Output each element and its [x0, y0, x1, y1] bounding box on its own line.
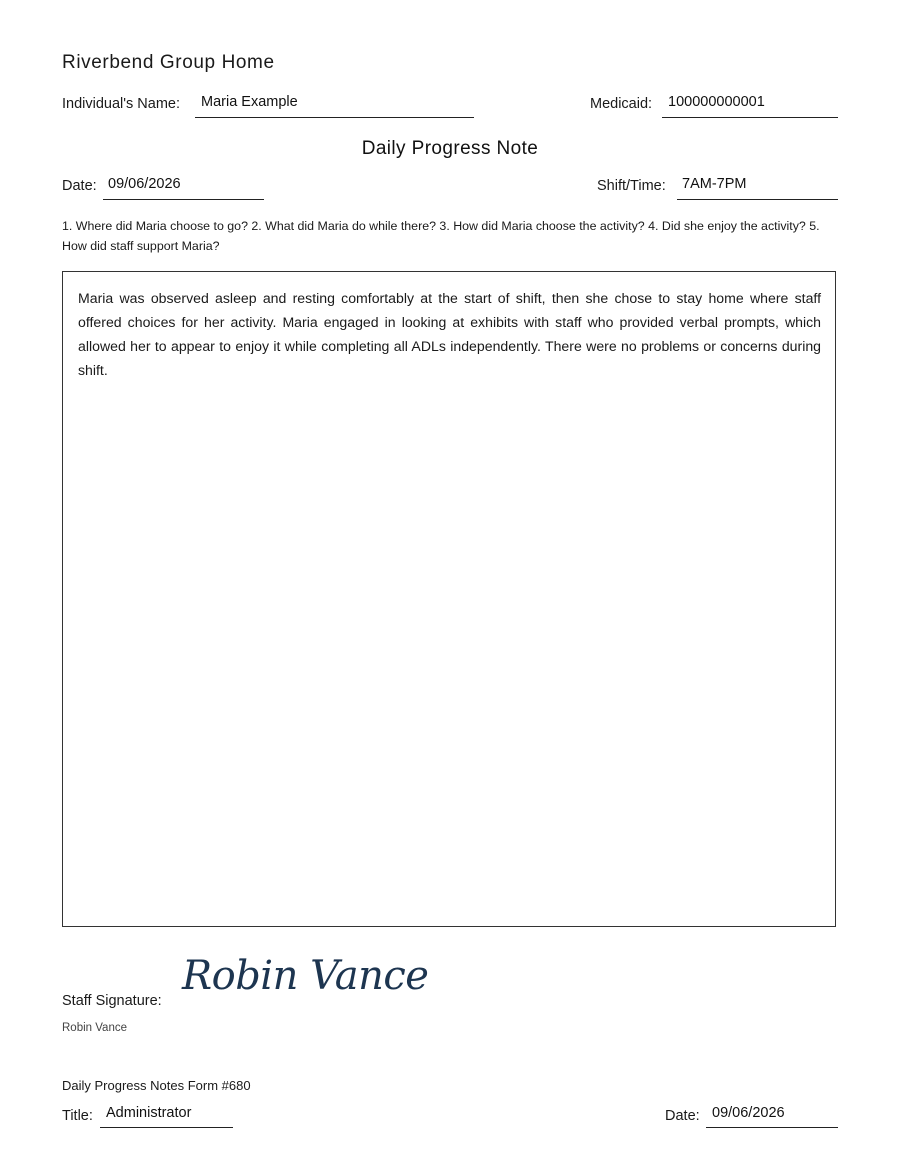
form-number: Daily Progress Notes Form #680 — [62, 1078, 251, 1093]
medicaid-label: Medicaid: — [590, 96, 653, 112]
staff-signature: Robin Vance — [182, 953, 429, 999]
progress-note-text: Maria was observed asleep and resting comfortably at the start of shift, then she chose to stay home where staff offered choices for her activity. Maria engaged in looking at exhibits with staff who provided verbal prompts, which allowed her to appear to enjoy it while completing all ADLs independently. There were no problems or concerns during shift. — [78, 290, 821, 378]
form-title: Daily Progress Note — [361, 138, 539, 159]
staff-title-value: Administrator — [106, 1105, 192, 1121]
shift-value: 7AM-7PM — [682, 176, 747, 192]
staff-signature-label: Staff Signature: — [62, 993, 162, 1009]
progress-note-box — [62, 271, 836, 927]
date-underline — [103, 199, 264, 200]
individual-name-underline — [195, 117, 474, 118]
medicaid-value: 100000000001 — [668, 94, 765, 110]
shift-label: Shift/Time: — [597, 178, 666, 194]
guiding-questions: 1. Where did Maria choose to go? 2. What did Maria do while there? 3. How did Maria choose the activity? 4. Did she enjoy the activity? 5. How did staff support Maria? — [62, 219, 820, 253]
printed-staff-name: Robin Vance — [62, 1022, 127, 1034]
staff-title-label: Title: — [62, 1108, 93, 1124]
shift-underline — [677, 199, 838, 200]
individual-name-label: Individual's Name: — [62, 96, 181, 112]
date-label: Date: — [62, 178, 97, 194]
sign-date-value: 09/06/2026 — [712, 1105, 785, 1121]
medicaid-underline — [662, 117, 838, 118]
sign-date-underline — [706, 1127, 838, 1128]
individual-name-value: Maria Example — [201, 94, 298, 110]
organization-name: Riverbend Group Home — [62, 52, 275, 73]
date-value: 09/06/2026 — [108, 176, 181, 192]
sign-date-label: Date: — [665, 1108, 700, 1124]
staff-title-underline — [100, 1127, 233, 1128]
